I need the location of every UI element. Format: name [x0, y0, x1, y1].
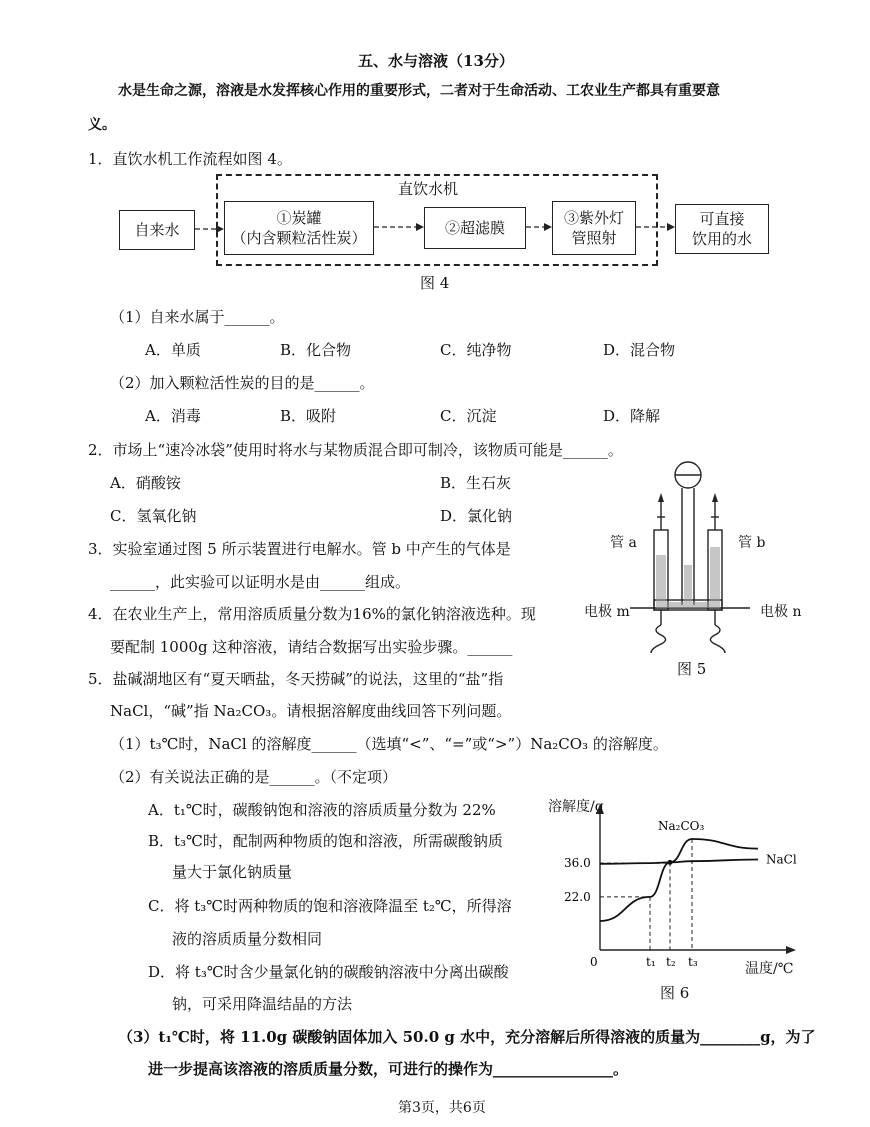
box-uv-lamp-label-1: ③紫外灯: [563, 209, 624, 227]
q1-sub1-option-b: B．化合物: [280, 341, 352, 359]
chart-curves: [600, 839, 758, 921]
y-tick-label-1: 36.0: [564, 856, 591, 871]
flow-arrows: [0, 0, 870, 300]
x-tick-label-0: t₁: [646, 955, 656, 969]
box-carbon-tank-label-2: （内含颗粒活性炭）: [231, 229, 367, 247]
q2-option-d: D．氯化钠: [440, 507, 513, 525]
q1-sub1-option-d: D．混合物: [603, 341, 676, 359]
chart-xlabel: 温度/℃: [745, 961, 794, 977]
arrow-head-4: [667, 223, 675, 231]
series-label-0: Na₂CO₃: [658, 819, 705, 833]
origin-label: 0: [590, 955, 598, 969]
liquid-reservoir: [684, 565, 692, 603]
box-uv-lamp-label-2: 管照射: [571, 229, 617, 247]
q2-option-a: A．硝酸铵: [110, 474, 181, 492]
q2-option-b: B．生石灰: [440, 474, 512, 492]
box-drinkable-water-label-2: 饮用的水: [691, 230, 752, 248]
q5-option-a: A．t₁℃时，碳酸钠饱和溶液的溶质质量分数为 22%: [148, 801, 496, 819]
label-tube-a: 管 a: [610, 535, 637, 551]
q1-stem: 1．直饮水机工作流程如图 4。: [88, 150, 292, 168]
q4-line-2: 要配制 1000g 这种溶液，请结合数据写出实验步骤。______: [110, 638, 513, 656]
intro-line-2: 义。: [88, 117, 116, 133]
water-machine-title: 直饮水机: [398, 180, 459, 198]
q1-sub2-option-c: C．沉淀: [440, 407, 497, 425]
figure-4-caption: 图 4: [420, 274, 450, 292]
q2-stem: 2．市场上“速冷冰袋”使用时将水与某物质混合即可制冷，该物质可能是______。: [88, 441, 623, 459]
figure-6-caption: 图 6: [660, 984, 690, 1002]
q1-sub1-option-a: A．单质: [145, 341, 201, 359]
x-tick-label-1: t₂: [666, 955, 676, 969]
series-label-1: NaCl: [766, 852, 797, 867]
box-tap-water-label: 自来水: [134, 221, 180, 239]
q5-sub2-stem: （2）有关说法正确的是______。（不定项）: [110, 768, 398, 786]
label-electrode-n: 电极 n: [760, 604, 802, 620]
page-footer: 第3页，共6页: [398, 1100, 486, 1116]
q1-sub2-option-a: A．消毒: [145, 407, 201, 425]
q5-option-c-line-1: C．将 t₃℃时两种物质的饱和溶液降温至 t₂℃，所得溶: [148, 897, 512, 915]
figure-5-caption: 图 5: [677, 660, 707, 678]
box-carbon-tank-label-1: ①炭罐: [276, 209, 322, 227]
q5-option-b-line-1: B．t₃℃时，配制两种物质的饱和溶液，所需碳酸钠质: [148, 832, 503, 850]
q5-sub3-line-2: 进一步提高该溶液的溶质质量分数，可进行的操作为________________。: [148, 1060, 629, 1078]
liquid-b: [710, 547, 720, 608]
liquid-a: [656, 555, 666, 608]
arrow-head-3: [544, 223, 552, 231]
tube-a-tip: [658, 493, 664, 502]
q5-option-d-line-1: D．将 t₃℃时含少量氯化钠的碳酸钠溶液中分离出碳酸: [148, 963, 509, 981]
q5-option-b-line-2: 量大于氯化钠质量: [172, 863, 293, 881]
q5-sub1: （1）t₃℃时，NaCl 的溶解度______（选填“<”、“=”或“>”）Na₂CO₃ 的溶解度。: [110, 735, 668, 753]
q5-option-c-line-2: 液的溶质质量分数相同: [172, 930, 323, 948]
section-title: 五、水与溶液（13分）: [358, 52, 514, 70]
q5-option-d-line-2: 钠，可采用降温结晶的方法: [172, 995, 353, 1013]
q3-line-1: 3．实验室通过图 5 所示装置进行电解水。管 b 中产生的气体是: [88, 540, 511, 558]
label-electrode-m: 电极 m: [584, 604, 630, 620]
chart-labels: [564, 819, 797, 969]
q5-sub3-line-1: （3）t₁℃时，将 11.0g 碳酸钠固体加入 50.0 g 水中，充分溶解后所得溶液的质量为________g，为了: [118, 1028, 816, 1046]
box-ultrafiltration-label: ②超滤膜: [444, 219, 505, 237]
label-tube-b: 管 b: [738, 535, 766, 551]
tube-b-tip: [712, 493, 718, 502]
arrow-head-1: [216, 225, 224, 233]
q2-option-c: C．氢氧化钠: [110, 507, 197, 525]
q1-sub2-option-d: D．降解: [603, 407, 661, 425]
electrolysis-apparatus: [590, 455, 790, 685]
x-axis-arrow: [786, 946, 796, 954]
wire-m: [651, 625, 666, 653]
y-tick-label-0: 22.0: [564, 889, 591, 904]
q5-line-2: NaCl，“碱”指 Na₂CO₃。请根据溶解度曲线回答下列问题。: [110, 702, 512, 720]
series-line-0: [600, 839, 758, 921]
box-drinkable-water-label-1: 可直接: [699, 210, 745, 228]
q1-sub2-option-b: B．吸附: [280, 407, 337, 425]
arrow-head-2: [416, 223, 424, 231]
q1-sub1-stem: （1）自来水属于______。: [110, 308, 285, 326]
q5-line-1: 5．盐碱湖地区有“夏天晒盐，冬天捞碱”的说法，这里的“盐”指: [88, 670, 504, 688]
intro-line-1: 水是生命之源，溶液是水发挥核心作用的重要形式，二者对于生命活动、工农业生产都具有重要意: [118, 83, 720, 99]
wire-n: [710, 625, 725, 653]
q1-sub1-option-c: C．纯净物: [440, 341, 512, 359]
chart-ylabel: 溶解度/g: [548, 799, 604, 815]
q4-line-1: 4．在农业生产上，常用溶质质量分数为16%的氯化钠溶液选种。现: [88, 605, 536, 623]
x-tick-label-2: t₃: [688, 955, 698, 969]
q3-line-2: ______，此实验可以证明水是由______组成。: [110, 573, 411, 591]
series-line-1: [600, 859, 758, 863]
q1-sub2-stem: （2）加入颗粒活性炭的目的是______。: [110, 374, 375, 392]
